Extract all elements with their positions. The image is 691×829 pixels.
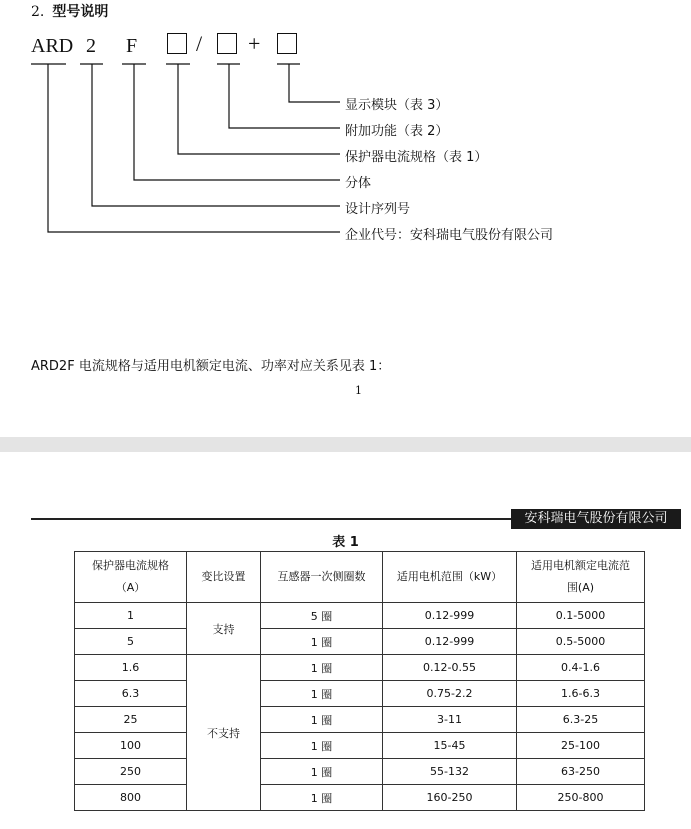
cell-power: 0.12-999 [383,603,517,629]
cell-power: 0.12-999 [383,629,517,655]
connector-function [229,64,340,128]
connector-series [92,64,340,206]
cell-ratio-unsupported: 不支持 [187,655,261,811]
model-code-type: F [126,35,138,57]
cell-turns: 5 圈 [261,603,383,629]
cell-ratio-supported: 支持 [187,603,261,655]
header-ratio: 变比设置 [187,552,261,603]
cell-rated: 0.1-5000 [517,603,645,629]
cell-rated: 63-250 [517,759,645,785]
table-header-row [75,552,645,603]
cell-spec: 5 [75,629,187,655]
legend-design-serial: 设计序列号 [345,202,411,217]
spec-table [74,551,645,811]
header-power: 适用电机范围（kW） [383,552,517,603]
cell-rated: 0.5-5000 [517,629,645,655]
cell-spec: 800 [75,785,187,811]
cell-turns: 1 圈 [261,785,383,811]
cell-turns: 1 圈 [261,629,383,655]
cell-rated: 1.6-6.3 [517,681,645,707]
cell-turns: 1 圈 [261,655,383,681]
section-number: 2. [31,4,45,20]
cell-power: 15-45 [383,733,517,759]
page-number: 1 [355,384,362,397]
model-code-slash: / [196,31,203,56]
table-row [75,603,645,629]
legend-function: 附加功能（表 2） [345,124,449,139]
table-row [75,655,645,681]
model-code-brand: ARD [31,35,74,57]
cell-spec: 1 [75,603,187,629]
table-row [75,629,645,655]
cell-turns: 1 圈 [261,707,383,733]
company-banner: 安科瑞电气股份有限公司 [511,509,681,529]
cell-rated: 6.3-25 [517,707,645,733]
cell-turns: 1 圈 [261,759,383,785]
cell-power: 3-11 [383,707,517,733]
cell-rated: 25-100 [517,733,645,759]
header-turns: 互感器一次侧圈数 [261,552,383,603]
connector-display [289,64,340,102]
cell-turns: 1 圈 [261,681,383,707]
table-row [75,681,645,707]
page-2 [0,452,691,829]
cell-spec: 25 [75,707,187,733]
cell-spec: 1.6 [75,655,187,681]
cell-power: 55-132 [383,759,517,785]
table-row [75,785,645,811]
connector-type [134,64,340,180]
cell-spec: 250 [75,759,187,785]
model-code-plus: + [248,31,261,56]
cell-turns: 1 圈 [261,733,383,759]
page-gap [0,437,691,452]
table-row [75,759,645,785]
legend-current-spec: 保护器电流规格（表 1） [345,150,488,165]
table-row [75,707,645,733]
table-row [75,733,645,759]
cell-power: 0.75-2.2 [383,681,517,707]
section-title: 型号说明 [52,4,109,20]
legend-split: 分体 [345,176,372,191]
cell-rated: 250-800 [517,785,645,811]
cell-spec: 100 [75,733,187,759]
connector-current [178,64,340,154]
cell-spec: 6.3 [75,681,187,707]
header-rated: 适用电机额定电流范 围(A) [517,552,645,603]
cell-rated: 0.4-1.6 [517,655,645,681]
header-current-spec: 保护器电流规格 （A） [75,552,187,603]
header-rule [31,518,511,520]
cell-power: 160-250 [383,785,517,811]
cell-power: 0.12-0.55 [383,655,517,681]
legend-display-module: 显示模块（表 3） [345,98,449,113]
legend-company-code: 企业代号：安科瑞电气股份有限公司 [345,228,554,243]
intro-text: ARD2F 电流规格与适用电机额定电流、功率对应关系见表 1： [31,359,391,374]
table-caption: 表 1 [332,535,359,550]
model-code-series: 2 [86,35,96,57]
